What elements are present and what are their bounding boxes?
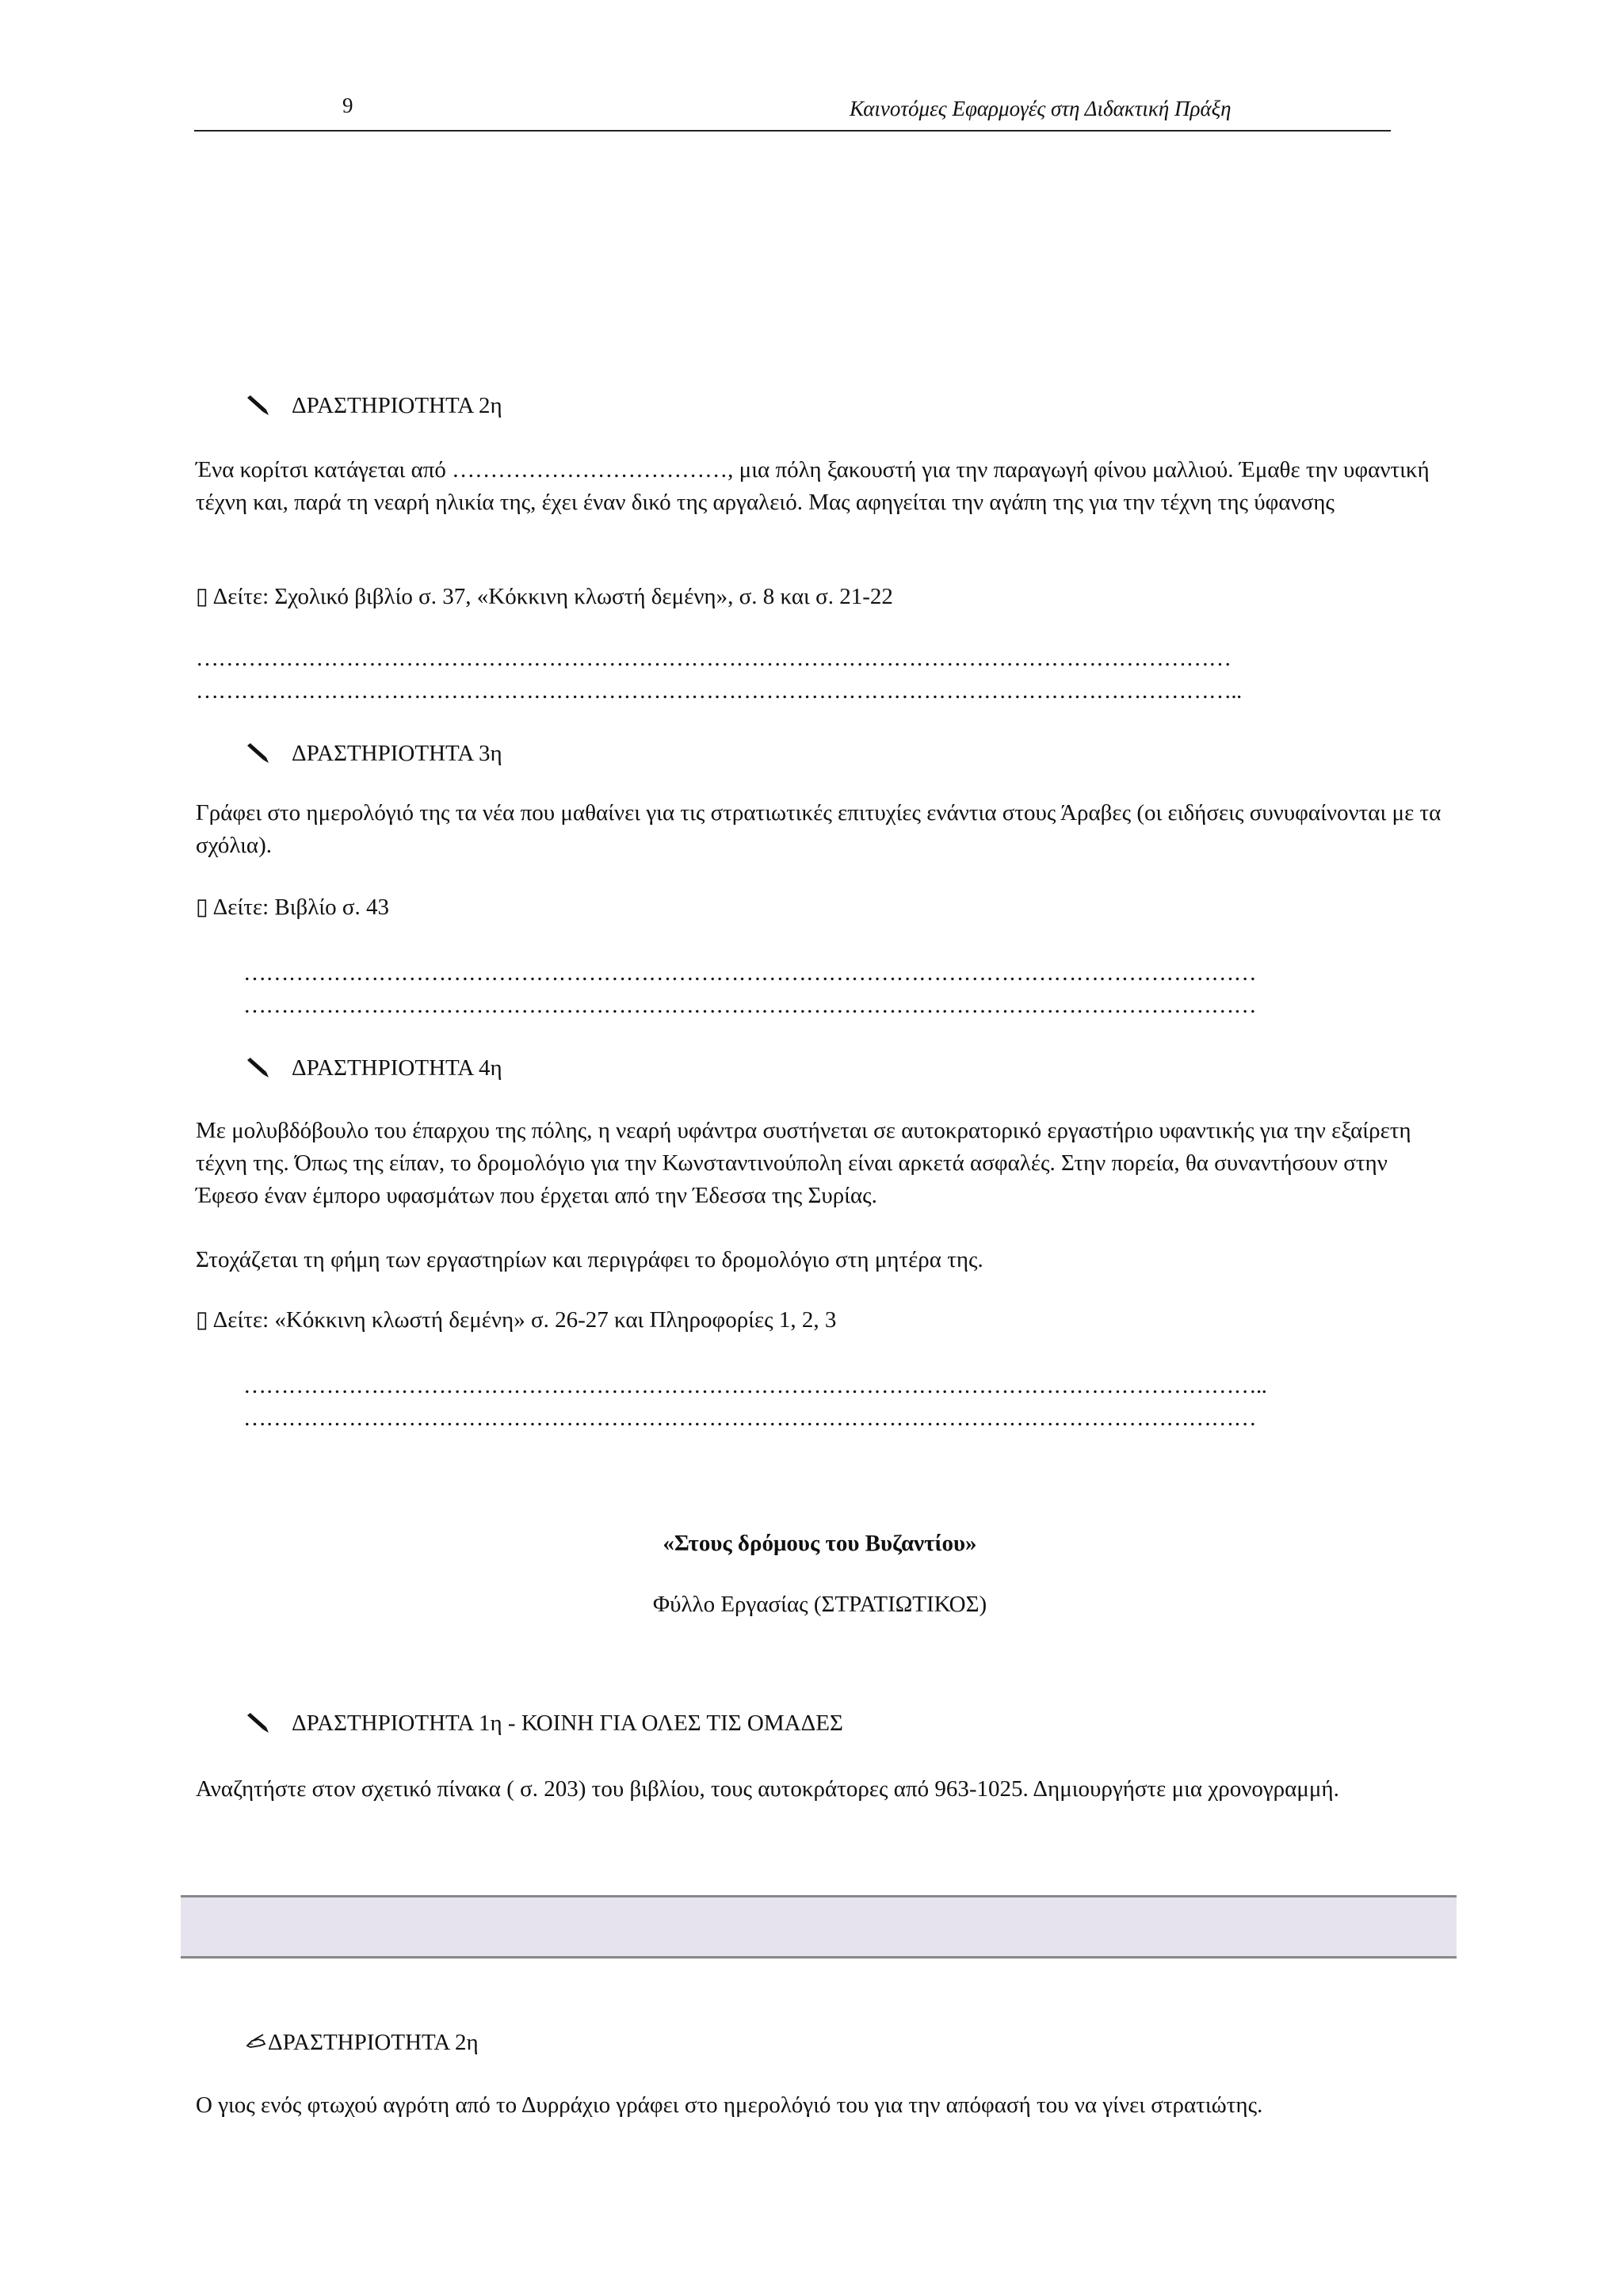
section-title: «Στους δρόμους του Βυζαντίου»: [663, 1531, 977, 1556]
answer-line[interactable]: ………………………………………………………………………………………………………………………..: [243, 1373, 1267, 1398]
answer-line[interactable]: …………………………………………………………………………………………………………………………..: [196, 678, 1242, 704]
reference-text: Δείτε: Σχολικό βιβλίο σ. 37, «Κόκκινη κλωστή δεμένη», σ. 8 και σ. 21-22: [208, 584, 893, 609]
activity-heading: [246, 388, 502, 423]
activity-text: Ο γιος ενός φτωχού αγρότη από το Δυρράχιο γράφει στο ημερολόγιό του για την απόφασή του να γίνει στρατιώτης.: [196, 2092, 1263, 2118]
reference-note: [196, 891, 389, 924]
book-symbol: ▯: [196, 894, 208, 920]
activity-text: Γράφει στο ημερολόγιό της τα νέα που μαθαίνει για τις στρατιωτικές επιτυχίες ενάντια στους Άραβες (οι ειδήσεις συνυφαίνονται με τα σχόλια).: [196, 800, 1442, 858]
book-symbol: ▯: [196, 584, 208, 609]
activity-heading-text: ΔΡΑΣΤΗΡΙΟΤΗΤΑ 3η: [292, 741, 502, 766]
shaded-divider-band: [181, 1895, 1457, 1958]
activity-heading: [246, 1706, 843, 1741]
reference-text: Δείτε: «Κόκκινη κλωστή δεμένη» σ. 26-27 και Πληροφορίες 1, 2, 3: [208, 1307, 837, 1333]
activity-heading-text: ΔΡΑΣΤΗΡΙΟΤΗΤΑ 4η: [292, 1055, 502, 1081]
activity-heading-text: ΔΡΑΣΤΗΡΙΟΤΗΤΑ 2η: [292, 393, 502, 418]
pencil-icon: [246, 1051, 273, 1085]
reference-text: Δείτε: Βιβλίο σ. 43: [208, 894, 390, 920]
activity-heading-text: ΔΡΑΣΤΗΡΙΟΤΗΤΑ 2η: [268, 2030, 479, 2055]
answer-line[interactable]: ………………………………………………………………………………………………………………………: [243, 960, 1257, 986]
writing-hand-icon: [246, 2025, 266, 2060]
activity-heading-text: ΔΡΑΣΤΗΡΙΟΤΗΤΑ 1η - ΚΟΙΝΗ ΓΙΑ ΟΛΕΣ ΤΙΣ ΟΜΑΔΕΣ: [292, 1711, 843, 1736]
answer-line[interactable]: ………………………………………………………………………………………………………………………: [243, 1405, 1257, 1431]
activity-text: Ένα κορίτσι κατάγεται από ………………………………, μια πόλη ξακουστή για την παραγωγή φίνου μαλλιού. Έμαθε την υφαντική τέχνη και, παρά τη νεαρή ηλικία της, έχει έναν δικό της αργαλειό. Μας αφηγείται την αγάπη της για την τέχνη της ύφανσης: [196, 457, 1430, 515]
running-title: Καινοτόμες Εφαρμογές στη Διδακτική Πράξη: [850, 97, 1232, 120]
book-symbol: ▯: [196, 1307, 208, 1333]
activity-heading: [246, 2025, 479, 2060]
activity-text-2: Στοχάζεται τη φήμη των εργαστηρίων και περιγράφει το δρομολόγιο στη μητέρα της.: [196, 1247, 983, 1272]
page-header: [194, 93, 1391, 132]
activity-text: Αναζητήστε στον σχετικό πίνακα ( σ. 203) του βιβλίου, τους αυτοκράτορες από 963-1025. Δημιουργήστε μια χρονογραμμή.: [196, 1776, 1339, 1802]
activity-heading: [246, 1051, 502, 1085]
pencil-icon: [246, 1706, 273, 1741]
answer-line[interactable]: ………………………………………………………………………………………………………………………: [243, 993, 1257, 1018]
worksheet-label: Φύλλο Εργασίας (ΣΤΡΑΤΙΩΤΙΚΟΣ): [652, 1592, 987, 1617]
pencil-icon: [246, 736, 273, 771]
activity-heading: [246, 736, 502, 771]
pencil-icon: [246, 388, 273, 423]
activity-text: Με μολυβδόβουλο του έπαρχου της πόλης, η νεαρή υφάντρα συστήνεται σε αυτοκρατορικό εργαστήριο υφαντικής για την εξαίρετη τέχνη της. Όπως της είπαν, το δρομολόγιο για την Κωνσταντινούπολη είναι αρκετά ασφαλές. Στην πορεία, θα συναντήσουν στην Έφεσο έναν έμπορο υφασμάτων που έρχεται από την Έδεσσα της Συρίας.: [196, 1118, 1411, 1208]
answer-line[interactable]: …………………………………………………………………………………………………………………………: [196, 646, 1232, 671]
reference-note: [196, 1304, 836, 1337]
page-number: 9: [342, 93, 353, 117]
reference-note: [196, 581, 893, 613]
